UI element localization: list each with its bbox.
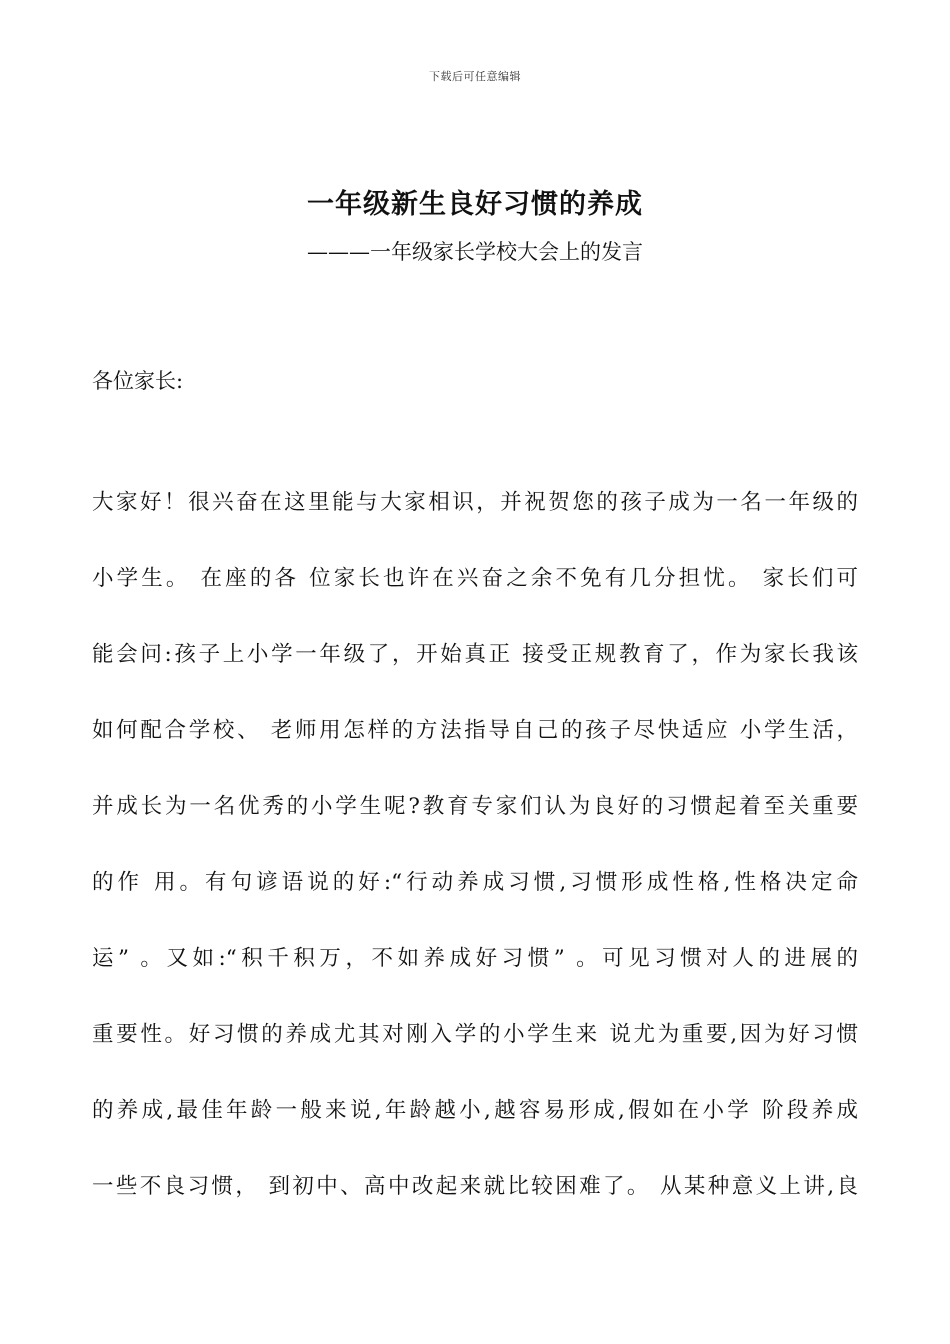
body-line: 能会问:孩子上小学一年级了，开始真正 接受正规教育了，作为家长我该 [92, 642, 858, 667]
body-line: 如何配合学校、 老师用怎样的方法指导自己的孩子尽快适应 小学生活， [92, 718, 858, 743]
body-line: 的作 用。有句谚语说的好:“行动养成习惯,习惯形成性格,性格决定命 [92, 870, 858, 895]
body-paragraph [92, 478, 858, 1238]
document-title: 一年级新生良好习惯的养成 [307, 189, 643, 220]
body-line: 小学生。 在座的各 位家长也许在兴奋之余不免有几分担忧。 家长们可 [92, 566, 858, 591]
body-line: 重要性。好习惯的养成尤其对刚入学的小学生来 说尤为重要,因为好习惯 [92, 1022, 858, 1047]
salutation: 各位家长: [92, 369, 184, 393]
body-line: 运” 。又如:“积千积万，不如养成好习惯” 。可见习惯对人的进展的 [92, 946, 858, 971]
header-note: 下载后可任意编辑 [429, 70, 521, 83]
document-subtitle: ———一年级家长学校大会上的发言 [307, 240, 643, 264]
body-line: 并成长为一名优秀的小学生呢?教育专家们认为良好的习惯起着至关重要 [92, 794, 858, 819]
body-line: 大家好！很兴奋在这里能与大家相识，并祝贺您的孩子成为一名一年级的 [92, 490, 858, 515]
body-line: 的养成,最佳年龄一般来说,年龄越小,越容易形成,假如在小学 阶段养成 [92, 1098, 858, 1123]
body-line: 一些不良习惯， 到初中、高中改起来就比较困难了。 从某种意义上讲,良 [92, 1174, 858, 1199]
